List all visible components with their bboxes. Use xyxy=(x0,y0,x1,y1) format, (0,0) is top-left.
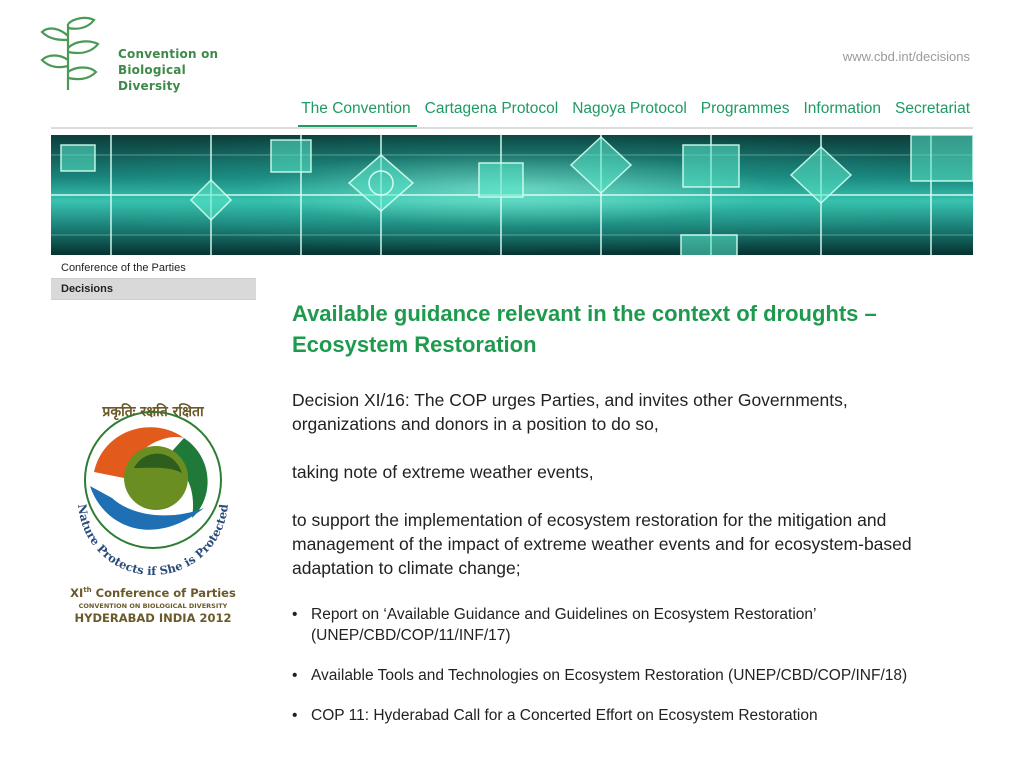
resource-list xyxy=(292,604,952,745)
list-item[interactable]: • COP 11: Hyderabad Call for a Concerted Effort on Ecosystem Restoration xyxy=(292,705,952,726)
cbd-logo[interactable] xyxy=(38,14,238,94)
main-nav xyxy=(301,100,970,126)
svg-text:प्रकृतिः रक्षति रक्षिता: प्रकृतिः रक्षति रक्षिता xyxy=(102,404,204,420)
sidebar-item-decisions[interactable]: Decisions xyxy=(51,279,256,300)
nav-item-information[interactable]: Information xyxy=(803,100,882,117)
nav-item-secretariat[interactable]: Secretariat xyxy=(895,100,970,117)
cop-caption-title: XIth Conference of Parties xyxy=(70,586,236,600)
nav-divider xyxy=(51,127,973,129)
logo-line-1: Convention on xyxy=(118,47,219,61)
nav-item-cartagena-protocol[interactable]: Cartagena Protocol xyxy=(424,100,559,117)
decision-paragraph-1: Decision XI/16: The COP urges Parties, and invites other Governments, organizations and donors in a position to do so, xyxy=(292,390,848,434)
nav-item-programmes[interactable]: Programmes xyxy=(700,100,790,117)
main-content xyxy=(292,298,972,724)
list-item[interactable]: • Report on ‘Available Guidance and Guidelines on Ecosystem Restoration’ (UNEP/CBD/COP/11/INF/17) xyxy=(292,604,952,646)
cop-caption-subtitle: CONVENTION ON BIOLOGICAL DIVERSITY xyxy=(78,602,228,610)
nav-item-nagoya-protocol[interactable]: Nagoya Protocol xyxy=(572,100,687,117)
decision-paragraph-2: taking note of extreme weather events, xyxy=(292,462,594,482)
page-title: Available guidance relevant in the context of droughts – Ecosystem Restoration xyxy=(292,301,877,357)
site-url[interactable]: www.cbd.int/decisions xyxy=(842,49,970,64)
nav-item-the-convention[interactable]: The Convention xyxy=(301,100,410,126)
header-banner-image xyxy=(51,135,973,255)
decision-paragraph-3: to support the implementation of ecosystem restoration for the mitigation and management of the impact of extreme weather events and for ecosystem-based adaptation to climate change; xyxy=(292,510,912,578)
logo-line-2: Biological Diversity xyxy=(118,63,186,93)
list-item[interactable]: • Available Tools and Technologies on Ecosystem Restoration (UNEP/CBD/COP/INF/18) xyxy=(292,665,952,686)
cop11-emblem-icon xyxy=(64,388,242,583)
cop11-caption xyxy=(64,586,242,625)
cop-caption-location: HYDERABAD INDIA 2012 xyxy=(74,611,232,625)
cop-motto: Nature Protects if She is Protected xyxy=(74,503,231,579)
sidebar-item-conference-of-the-parties[interactable]: Conference of the Parties xyxy=(51,258,256,279)
plant-icon xyxy=(38,14,108,92)
sidebar-menu xyxy=(51,258,256,300)
